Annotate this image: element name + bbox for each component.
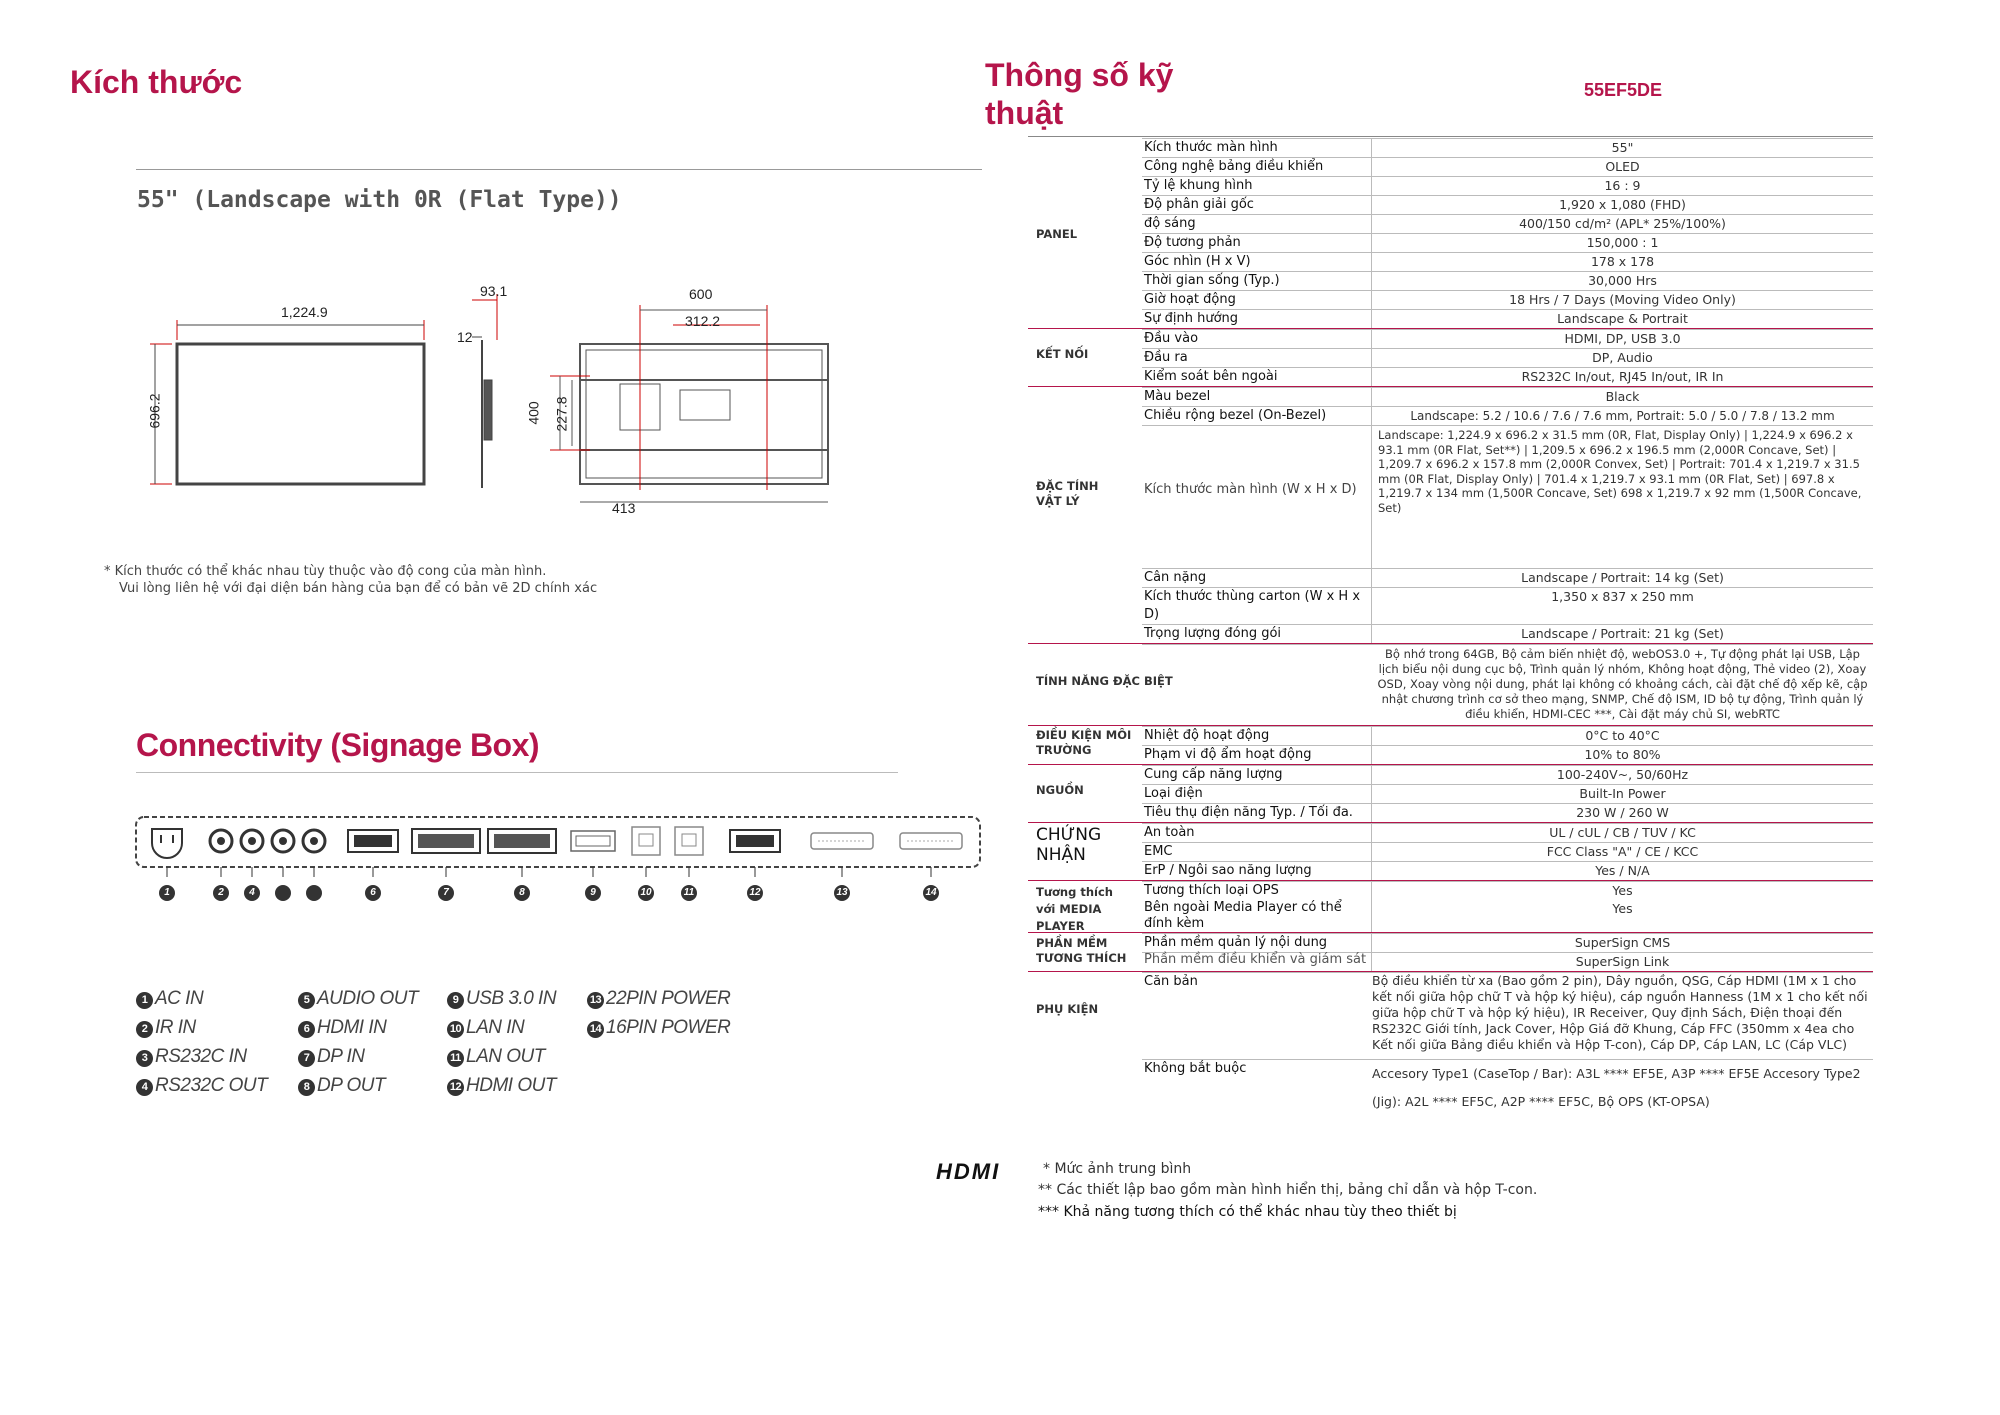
legend-item: 4 RS232C OUT — [136, 1075, 267, 1097]
section-label: PANEL — [1036, 227, 1078, 241]
rear-inner-height-label: 227.8 — [553, 396, 570, 432]
rear-height-label: 400 — [525, 401, 542, 425]
spec-row: Màu bezel Black — [1142, 387, 1873, 406]
section-label: ĐẶC TÍNH VẬT LÝ — [1036, 479, 1099, 508]
spec-row: Đầu ra DP, Audio — [1142, 348, 1873, 367]
dp-in-port — [412, 829, 480, 853]
lan-out-port — [675, 827, 703, 855]
port-number — [275, 885, 291, 901]
22pin-power-port — [811, 833, 873, 849]
note-line-2: Vui lòng liên hệ với đại diện bán hàng của bạn để có bản vẽ 2D chính xác — [119, 581, 598, 596]
dimensions-title: Kích thước — [70, 64, 243, 100]
legend-item: 13 22PIN POWER — [587, 988, 730, 1010]
rear-view — [550, 305, 828, 502]
spec-section-accessories — [1028, 971, 1873, 1116]
front-height-label: 696.2 — [146, 393, 163, 429]
spec-row: Góc nhìn (H x V) 178 x 178 — [1142, 252, 1873, 271]
port-number: 14 — [923, 885, 939, 901]
spec-row: Độ phân giải gốc 1,920 x 1,080 (FHD) — [1142, 195, 1873, 214]
legend-item: 2 IR IN — [136, 1017, 196, 1039]
spec-row: Tỷ lệ khung hình 16 : 9 — [1142, 176, 1873, 195]
spec-section-power — [1028, 764, 1873, 822]
spec-row: Phần mềm quản lý nội dung SuperSign CMS — [1142, 933, 1873, 952]
section-label: PHỤ KIỆN — [1036, 1002, 1099, 1016]
spec-row: Công nghệ bảng điều khiển OLED — [1142, 157, 1873, 176]
spec-row: Độ tương phản 150,000 : 1 — [1142, 233, 1873, 252]
section-label: ĐIỀU KIỆN MÔI TRƯỜNG — [1036, 728, 1132, 757]
spec-row: Kích thước màn hình (W x H x D) Landscape: 1,224.9 x 696.2 x 31.5 mm (0R, Flat, Display Only) | 1,224.9 x 696.2 x 93.1 mm (0R Flat, Set**) | 1,209.5 x 696.2 x 196.5 mm (2,000R Concave, Set) | 1,209.7 x 696.2 x 157.8 mm (2,000R Convex, Set) | Portrait: 701.4 x 1,219.7 x 31.5 mm (0R Flat, Display Only) | 701.4 x 1,219.7 x 93.1 mm (0R Flat, Set) | 697.8 x 1,219.7 x 134 mm (1,500R Concave, Set) 698 x 1,219.7 x 92 mm (1,500R Concave, Set) — [1142, 425, 1873, 568]
spec-row: Kích thước màn hình 55" — [1142, 138, 1873, 157]
spec-row: Đầu vào HDMI, DP, USB 3.0 — [1142, 329, 1873, 348]
footnote-1: * Mức ảnh trung bình — [1043, 1161, 1192, 1177]
spec-row: Kiểm soát bên ngoài RS232C In/out, RJ45 In/out, IR In — [1142, 367, 1873, 386]
legend-item: 1 AC IN — [136, 988, 203, 1010]
16pin-power-port — [900, 833, 962, 849]
port-number: 9 — [585, 885, 601, 901]
spec-row: Phần mềm điều khiển và giám sát SuperSign Link — [1142, 952, 1873, 971]
lan-in-port — [632, 827, 660, 855]
usb-port — [571, 831, 615, 851]
hdmi-out-port — [730, 830, 780, 852]
spec-section-connectivity — [1028, 328, 1873, 386]
spec-row: Giờ hoạt động 18 Hrs / 7 Days (Moving Video Only) — [1142, 290, 1873, 309]
port-number: 6 — [365, 885, 381, 901]
port-number: 7 — [438, 885, 454, 901]
spec-row: Loại điện Built-In Power — [1142, 784, 1873, 803]
spec-row: Căn bản Bộ điều khiển từ xa (Bao gồm 2 pin), Dây nguồn, QSG, Cáp HDMI (1M x 1 cho kết nối giữa hộp chữ T và hộp ký hiệu), cáp nguồn Hanness (1M x 1 cho kết nối giữa hộp chữ T và hộp ký hiệu), IR Receiver, Quy định Sách, Điện thoại đến RS232C Giới tính, Jack Cover, Hộp Giá đỡ Khung, Cáp FFC (350mm x 4ea cho Kết nối giữa Bảng điều khiển và Hộp T-con), Cáp DP, Cáp LAN, LC (Cáp VLC) — [1142, 972, 1873, 1059]
port-number: 13 — [834, 885, 850, 901]
port-number: 4 — [244, 885, 260, 901]
spec-row: Không bắt buộc Accesory Type1 (CaseTop / Bar): A3L **** EF5E, A3P **** EF5E Accesory Type2 (Jig): A2L **** EF5C, A2P **** EF5C, Bộ OPS (KT-OPSA) — [1142, 1059, 1873, 1116]
connectivity-title: Connectivity (Signage Box) — [136, 727, 540, 763]
side-view — [472, 294, 497, 488]
rs232c-out-port — [272, 830, 294, 852]
spec-row: độ sáng 400/150 cd/m² (APL* 25%/100%) — [1142, 214, 1873, 233]
signage-box-ports — [134, 815, 984, 905]
divider — [1028, 136, 1873, 137]
rear-width-label: 600 — [689, 286, 713, 302]
spec-row: Cung cấp năng lượng 100-240V~, 50/60Hz — [1142, 765, 1873, 784]
legend-item: 6 HDMI IN — [298, 1017, 386, 1039]
footnote-3: *** Khả năng tương thích có thể khác nhau tùy theo thiết bị — [1038, 1204, 1457, 1220]
side-depth-label: 93.1 — [480, 283, 508, 299]
port-number: 1 — [159, 885, 175, 901]
legend-item: 12 HDMI OUT — [447, 1075, 556, 1097]
spec-section-physical — [1028, 386, 1873, 643]
section-label: CHỨNG NHẬN — [1036, 825, 1102, 865]
ac-in-port — [152, 829, 182, 858]
divider — [136, 772, 898, 773]
port-number: 10 — [638, 885, 654, 901]
ir-in-port — [210, 830, 232, 852]
divider — [136, 169, 982, 170]
spec-row: Chiều rộng bezel (On-Bezel) Landscape: 5.2 / 10.6 / 7.6 / 7.6 mm, Portrait: 5.0 / 5.0 / 7.8 / 13.2 mm — [1142, 406, 1873, 425]
spec-section-panel — [1028, 138, 1873, 328]
spec-row: ErP / Ngôi sao năng lượng Yes / N/A — [1142, 861, 1873, 880]
spec-title: Thông số kỹ thuật — [985, 57, 1174, 131]
legend-item: 8 DP OUT — [298, 1075, 385, 1097]
front-view — [150, 320, 424, 484]
spec-section-software — [1028, 932, 1873, 971]
spec-section-certification — [1028, 822, 1873, 880]
section-label: NGUỒN — [1036, 783, 1084, 797]
spec-row: Trọng lượng đóng gói Landscape / Portrait: 21 kg (Set) — [1142, 624, 1873, 643]
rear-inner-width-label: 312.2 — [685, 313, 721, 329]
front-width-label: 1,224.9 — [281, 304, 328, 320]
legend-item: 3 RS232C IN — [136, 1046, 247, 1068]
port-number: 2 — [213, 885, 229, 901]
section-label: TÍNH NĂNG ĐẶC BIỆT — [1036, 674, 1173, 688]
legend-item: 14 16PIN POWER — [587, 1017, 730, 1039]
side-top-label: 12 — [457, 329, 473, 345]
spec-row: EMC FCC Class "A" / CE / KCC — [1142, 842, 1873, 861]
note-line-1: * Kích thước có thể khác nhau tùy thuộc vào độ cong của màn hình. — [104, 564, 547, 579]
spec-section-environment — [1028, 725, 1873, 764]
audio-out-port — [303, 830, 325, 852]
spec-row: Nhiệt độ hoạt động 0°C to 40°C — [1142, 726, 1873, 745]
spec-section-media-player — [1028, 880, 1873, 932]
spec-row: Thời gian sống (Typ.) 30,000 Hrs — [1142, 271, 1873, 290]
port-number: 12 — [747, 885, 763, 901]
spec-row: Phạm vi độ ẩm hoạt động 10% to 80% — [1142, 745, 1873, 764]
section-label: PHẦN MỀM TƯƠNG THÍCH — [1036, 936, 1127, 965]
spec-row: An toàn UL / cUL / CB / TUV / KC — [1142, 823, 1873, 842]
spec-section-special — [1028, 643, 1873, 725]
hdmi-in-port — [348, 830, 398, 852]
spec-row: Tương thích loại OPS Yes — [1142, 881, 1873, 900]
dimensions-subtitle: 55" (Landscape with 0R (Flat Type)) — [137, 187, 622, 213]
dp-out-port — [488, 829, 556, 853]
legend-item: 7 DP IN — [298, 1046, 364, 1068]
model-name: 55EF5DE — [1584, 80, 1663, 100]
rear-bottom-label: 413 — [612, 500, 636, 516]
hdmi-logo: HDMI — [936, 1159, 1001, 1184]
legend-item: 5 AUDIO OUT — [298, 988, 418, 1010]
spec-row: Sự định hướng Landscape & Portrait — [1142, 309, 1873, 328]
spec-row: Tiêu thụ điện năng Typ. / Tối đa. 230 W / 260 W — [1142, 803, 1873, 822]
spec-row: Cân nặng Landscape / Portrait: 14 kg (Set) — [1142, 568, 1873, 587]
section-label: KẾT NỐI — [1036, 347, 1089, 361]
footnote-2: ** Các thiết lập bao gồm màn hình hiển thị, bảng chỉ dẫn và hộp T-con. — [1038, 1182, 1538, 1198]
spec-table — [1028, 138, 1873, 1116]
spec-row: Bên ngoài Media Player có thể đính kèm Yes — [1144, 900, 1633, 931]
port-number: 11 — [681, 885, 697, 901]
port-number — [306, 885, 322, 901]
rs232c-in-port — [241, 830, 263, 852]
spec-row: Kích thước thùng carton (W x H x D) 1,350 x 837 x 250 mm — [1142, 587, 1873, 624]
legend-item: 11 LAN OUT — [447, 1046, 545, 1068]
legend-item: 9 USB 3.0 IN — [447, 988, 556, 1010]
port-number: 8 — [514, 885, 530, 901]
legend-item: 10 LAN IN — [447, 1017, 524, 1039]
section-label: Tương thích với MEDIA PLAYER — [1036, 885, 1113, 933]
dimension-drawing — [120, 280, 840, 520]
spec-row: Bộ nhớ trong 64GB, Bộ cảm biến nhiệt độ, webOS3.0 +, Tự động phát lại USB, Lập lịch biểu nội dung cục bộ, Trình quản lý nhóm, Không hoạt động, Thẻ video (2), Xoay OSD, Xoay vòng nội dung, phát lại không có khoảng cách, cài đặt chế độ xếp kẽ, cập nhật chương trình cơ sở theo mạng, SNMP, Chế độ ISM, ID bộ tự động, Trình quản lý điều khiển, HDMI-CEC ***, Cài đặt máy chủ SI, webRTC — [1142, 644, 1873, 725]
